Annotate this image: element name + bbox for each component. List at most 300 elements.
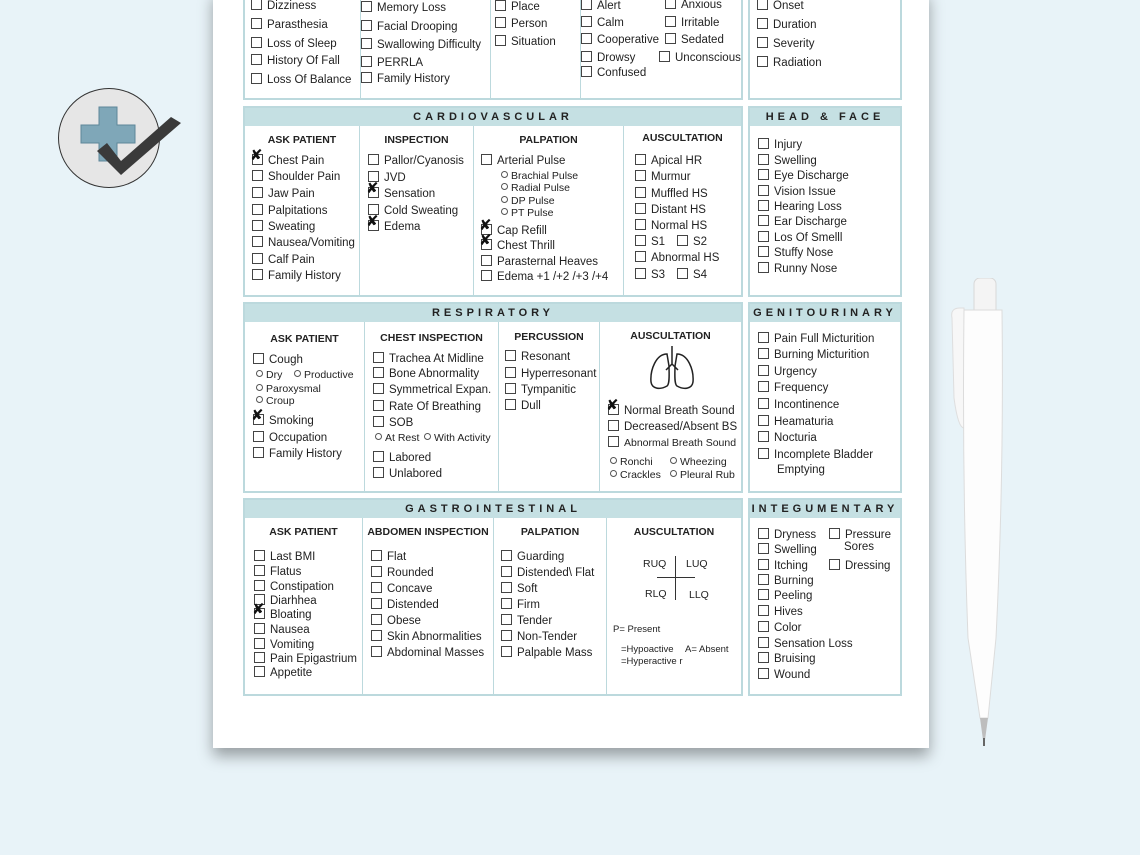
checkbox[interactable]	[254, 652, 265, 663]
checkbox[interactable]	[251, 37, 262, 48]
check-item[interactable]: Stuffy Nose	[758, 246, 833, 260]
check-item[interactable]: Swallowing Difficulty	[361, 38, 481, 52]
checkbox[interactable]	[677, 235, 688, 246]
checkbox[interactable]	[371, 630, 382, 641]
section-title: GENITOURINARY	[750, 304, 900, 322]
check-item[interactable]: Swelling	[758, 154, 817, 168]
checkbox[interactable]	[581, 51, 592, 62]
check-item[interactable]: Loss of Sleep	[251, 37, 337, 51]
checkbox[interactable]	[581, 33, 592, 44]
check-item[interactable]: Family History	[253, 447, 342, 461]
radio-item[interactable]: PT Pulse	[501, 207, 553, 219]
checkbox[interactable]	[361, 56, 372, 67]
checkbox[interactable]	[254, 638, 265, 649]
check-item[interactable]: Injury	[758, 138, 802, 152]
check-item[interactable]: Muffled HS	[635, 187, 708, 201]
checkbox[interactable]	[758, 528, 769, 539]
checkbox[interactable]	[758, 574, 769, 585]
checkbox[interactable]	[758, 381, 769, 392]
check-item[interactable]: Person	[495, 17, 547, 31]
column-header: ASK PATIENT	[267, 134, 337, 146]
gastro-palpation-col	[494, 518, 607, 694]
radio-item[interactable]: DP Pulse	[501, 195, 555, 207]
check-item[interactable]: Memory Loss	[361, 1, 446, 15]
checkbox[interactable]	[581, 66, 592, 77]
check-item[interactable]: Dizziness	[251, 0, 316, 13]
check-item[interactable]: Place	[495, 0, 540, 14]
radio-item[interactable]: At Rest	[375, 432, 419, 444]
check-item[interactable]: PERRLA	[361, 56, 423, 70]
checkbox-checked[interactable]	[252, 154, 263, 165]
checkbox[interactable]	[758, 215, 769, 226]
item-continuation: Emptying	[777, 464, 825, 476]
check-item[interactable]: ✘Smoking	[253, 414, 314, 428]
check-item[interactable]: Swelling	[758, 543, 817, 557]
head-face-section	[748, 106, 902, 297]
section-title: RESPIRATORY	[245, 304, 741, 322]
checkbox[interactable]	[757, 56, 768, 67]
checkbox[interactable]	[361, 20, 372, 31]
check-item[interactable]: Los Of Smelll	[758, 231, 842, 245]
checkbox[interactable]	[501, 614, 512, 625]
check-item[interactable]: Decreased/Absent BS	[608, 420, 737, 434]
check-item[interactable]: ✘Chest Thrill	[481, 239, 555, 253]
check-item[interactable]: Rounded	[371, 566, 434, 580]
checkbox[interactable]	[254, 565, 265, 576]
checkbox[interactable]	[758, 605, 769, 616]
check-item[interactable]: Hives	[758, 605, 803, 619]
checkbox[interactable]	[373, 467, 384, 478]
checkbox[interactable]	[757, 18, 768, 29]
checkbox[interactable]	[758, 559, 769, 570]
checkbox[interactable]	[758, 348, 769, 359]
radio[interactable]	[256, 396, 263, 403]
check-item[interactable]: Shoulder Pain	[252, 170, 340, 184]
check-item[interactable]: Eye Discharge	[758, 169, 849, 183]
check-item[interactable]: Peeling	[758, 589, 812, 603]
checkbox[interactable]	[252, 236, 263, 247]
radio-item[interactable]: Radial Pulse	[501, 182, 570, 194]
radio[interactable]	[670, 457, 677, 464]
checkbox[interactable]	[758, 246, 769, 257]
checkbox[interactable]	[581, 0, 592, 10]
check-item[interactable]: Abnormal Breath Sound	[608, 436, 736, 450]
checkbox[interactable]	[635, 235, 646, 246]
check-item[interactable]: Trachea At Midline	[373, 352, 484, 366]
checkbox[interactable]	[758, 621, 769, 632]
radio[interactable]	[610, 457, 617, 464]
check-item[interactable]: Tympanitic	[505, 383, 576, 397]
legend-hypoactive: =Hypoactive	[621, 644, 674, 655]
check-item[interactable]: Unconscious	[659, 51, 741, 65]
checkbox[interactable]	[368, 154, 379, 165]
checkbox[interactable]	[252, 269, 263, 280]
check-item[interactable]: Palpable Mass	[501, 646, 592, 660]
checkbox[interactable]	[505, 399, 516, 410]
checkbox[interactable]	[758, 448, 769, 459]
check-item[interactable]: Onset	[757, 0, 804, 13]
radio-item[interactable]: Pleural Rub	[670, 469, 735, 481]
check-item[interactable]: Abnormal HS	[635, 251, 719, 265]
checkbox[interactable]	[252, 204, 263, 215]
check-item[interactable]: Vomiting	[254, 638, 314, 652]
neuro-col-3	[491, 0, 581, 98]
checkbox[interactable]	[758, 169, 769, 180]
radio[interactable]	[501, 171, 508, 178]
check-item[interactable]: Burning	[758, 574, 814, 588]
checkbox[interactable]	[829, 559, 840, 570]
check-item[interactable]: Facial Drooping	[361, 20, 458, 34]
checkbox[interactable]	[758, 415, 769, 426]
check-item[interactable]: Sensation Loss	[758, 637, 853, 651]
check-item[interactable]: S1	[635, 235, 665, 249]
check-item[interactable]: Tender	[501, 614, 552, 628]
checkbox[interactable]	[758, 543, 769, 554]
checkbox[interactable]	[758, 637, 769, 648]
checkbox[interactable]	[371, 614, 382, 625]
check-item[interactable]: Situation	[495, 35, 556, 49]
cardiovascular-section	[243, 106, 743, 297]
check-item[interactable]: Rate Of Breathing	[373, 400, 481, 414]
check-item[interactable]: S4	[677, 268, 707, 282]
neuro-col-4	[581, 0, 745, 98]
checkbox[interactable]	[665, 16, 676, 27]
checkbox-checked[interactable]	[254, 608, 265, 619]
check-item[interactable]: Frequency	[758, 381, 828, 395]
checkbox[interactable]	[635, 251, 646, 262]
checkbox[interactable]	[251, 73, 262, 84]
column-header: CHEST INSPECTION	[380, 332, 483, 344]
check-item[interactable]: Bone Abnormality	[373, 367, 479, 381]
radio[interactable]	[501, 183, 508, 190]
checkbox[interactable]	[757, 0, 768, 10]
pain-box	[748, 0, 902, 100]
check-item[interactable]: Skin Abnormalities	[371, 630, 482, 644]
check-item[interactable]: Palpitations	[252, 204, 327, 218]
check-item[interactable]: Pain Epigastrium	[254, 652, 357, 666]
checkbox[interactable]	[758, 332, 769, 343]
checkbox[interactable]	[501, 582, 512, 593]
checkbox[interactable]	[635, 219, 646, 230]
checkbox[interactable]	[501, 646, 512, 657]
check-item[interactable]: Wound	[758, 668, 810, 682]
checkbox-checked[interactable]	[608, 404, 619, 415]
column-header: ASK PATIENT	[269, 526, 338, 538]
check-item[interactable]: Apical HR	[635, 154, 702, 168]
checkbox[interactable]	[635, 170, 646, 181]
column-header: ABDOMEN INSPECTION	[367, 526, 489, 538]
check-item[interactable]: Nausea/Vomiting	[252, 236, 355, 250]
checkbox[interactable]	[252, 170, 263, 181]
radio-item[interactable]: Ronchi	[610, 456, 653, 468]
checkbox[interactable]	[677, 268, 688, 279]
check-item[interactable]: Normal HS	[635, 219, 707, 233]
checkbox[interactable]	[635, 203, 646, 214]
check-item[interactable]: History Of Fall	[251, 54, 340, 68]
check-item[interactable]: Drowsy	[581, 51, 635, 65]
checkbox[interactable]	[501, 630, 512, 641]
check-item[interactable]: Abdominal Masses	[371, 646, 484, 660]
checkbox[interactable]	[373, 400, 384, 411]
radio-item[interactable]: Brachial Pulse	[501, 170, 578, 182]
checkbox[interactable]	[505, 383, 516, 394]
check-item[interactable]: Hyperresonant	[505, 367, 596, 381]
checkbox[interactable]	[371, 550, 382, 561]
checkbox[interactable]	[758, 365, 769, 376]
radio[interactable]	[256, 370, 263, 377]
checkbox[interactable]	[505, 350, 516, 361]
checkbox[interactable]	[505, 367, 516, 378]
lungs-icon	[648, 344, 696, 397]
checkbox[interactable]	[361, 1, 372, 12]
check-item[interactable]: Cold Sweating	[368, 204, 458, 218]
checkbox[interactable]	[635, 154, 646, 165]
check-item[interactable]: Radiation	[757, 56, 822, 70]
checkbox[interactable]	[254, 550, 265, 561]
radio-item[interactable]: Paroxysmal	[256, 383, 321, 395]
check-item[interactable]: Pain Full Micturition	[758, 332, 874, 346]
check-item[interactable]: Constipation	[254, 580, 334, 594]
radio-item[interactable]: Wheezing	[670, 456, 727, 468]
check-item[interactable]: Family History	[252, 269, 341, 283]
check-item[interactable]: Arterial Pulse	[481, 154, 565, 168]
check-item[interactable]: ✘Cap Refill	[481, 224, 547, 238]
check-item[interactable]: Nocturia	[758, 431, 817, 445]
check-item[interactable]: Loss Of Balance	[251, 73, 351, 87]
checkbox[interactable]	[495, 0, 506, 11]
check-item[interactable]: Duration	[757, 18, 816, 32]
section-title: INTEGUMENTARY	[750, 500, 900, 518]
check-item[interactable]: Diarhhea	[254, 594, 317, 608]
checkbox[interactable]	[758, 668, 769, 679]
checkbox[interactable]	[373, 383, 384, 394]
checkbox[interactable]	[252, 253, 263, 264]
checkbox[interactable]	[481, 154, 492, 165]
check-item[interactable]: SOB	[373, 416, 413, 430]
checkbox[interactable]	[253, 447, 264, 458]
checkbox[interactable]	[254, 580, 265, 591]
checkbox[interactable]	[371, 646, 382, 657]
check-item[interactable]: Resonant	[505, 350, 570, 364]
radio[interactable]	[501, 196, 508, 203]
check-item[interactable]: Color	[758, 621, 801, 635]
legend-absent: A= Absent	[685, 644, 729, 655]
check-item[interactable]: Calf Pain	[252, 253, 315, 267]
check-item[interactable]: Incomplete Bladder	[758, 448, 873, 462]
checkbox-checked[interactable]	[253, 414, 264, 425]
checkbox[interactable]	[373, 451, 384, 462]
checkbox[interactable]	[361, 38, 372, 49]
check-item[interactable]: JVD	[368, 171, 406, 185]
check-item[interactable]: ✘Edema	[368, 220, 420, 234]
check-item[interactable]: Urgency	[758, 365, 817, 379]
check-item[interactable]: Anxious	[665, 0, 722, 12]
genitourinary-section	[748, 302, 902, 493]
radio-item[interactable]: Dry	[256, 369, 282, 381]
check-item[interactable]: ✘Bloating	[254, 608, 312, 622]
check-item[interactable]: Severity	[757, 37, 815, 51]
check-item[interactable]: Bruising	[758, 652, 816, 666]
check-item[interactable]: Murmur	[635, 170, 691, 184]
check-item[interactable]: Obese	[371, 614, 421, 628]
radio[interactable]	[256, 384, 263, 391]
check-item[interactable]: ✘Sensation	[368, 187, 435, 201]
check-item[interactable]: Symmetrical Expan.	[373, 383, 491, 397]
checkbox[interactable]	[481, 270, 492, 281]
checkbox[interactable]	[635, 187, 646, 198]
check-item[interactable]: Nausea	[254, 623, 310, 637]
checkbox[interactable]	[608, 436, 619, 447]
check-item[interactable]: Itching	[758, 559, 808, 573]
checkbox[interactable]	[758, 185, 769, 196]
check-item[interactable]: Cooperative	[581, 33, 659, 47]
checkbox[interactable]	[361, 72, 372, 83]
check-item[interactable]: Hearing Loss	[758, 200, 842, 214]
checkbox-checked[interactable]	[481, 239, 492, 250]
checkbox[interactable]	[501, 550, 512, 561]
checkbox[interactable]	[371, 566, 382, 577]
checkbox[interactable]	[758, 398, 769, 409]
check-item[interactable]: Distant HS	[635, 203, 706, 217]
legend-hyperactive: =Hyperactive r	[621, 656, 683, 667]
check-item[interactable]: Cough	[253, 353, 303, 367]
checkbox[interactable]	[758, 138, 769, 149]
check-item[interactable]: Firm	[501, 598, 540, 612]
check-item[interactable]: Parasternal Heaves	[481, 255, 598, 269]
check-item[interactable]: Irritable	[665, 16, 719, 30]
check-item[interactable]: Pressure	[829, 528, 891, 542]
check-item[interactable]: Alert	[581, 0, 621, 13]
checkbox[interactable]	[495, 17, 506, 28]
legend-present: P= Present	[613, 624, 661, 635]
column-header: PALPATION	[519, 134, 578, 146]
check-item[interactable]: ✘Normal Breath Sound	[608, 404, 735, 418]
checkbox[interactable]	[252, 187, 263, 198]
checkbox[interactable]	[373, 416, 384, 427]
checkbox[interactable]	[659, 51, 670, 62]
radio[interactable]	[670, 470, 677, 477]
radio-item[interactable]: Productive	[294, 369, 354, 381]
checkbox[interactable]	[251, 0, 262, 10]
checkbox[interactable]	[371, 582, 382, 593]
check-item[interactable]: Unlabored	[373, 467, 442, 481]
check-item[interactable]: S2	[677, 235, 707, 249]
check-item[interactable]: Distended	[371, 598, 439, 612]
check-item[interactable]: Calm	[581, 16, 624, 30]
radio[interactable]	[610, 470, 617, 477]
radio-item[interactable]: Crackles	[610, 469, 661, 481]
check-item[interactable]: Burning Micturition	[758, 348, 869, 362]
check-item[interactable]: Ear Discharge	[758, 215, 847, 229]
checkbox[interactable]	[371, 598, 382, 609]
gastrointestinal-section	[243, 498, 743, 696]
check-item[interactable]: Dull	[505, 399, 541, 413]
check-item[interactable]: Incontinence	[758, 398, 839, 412]
checkbox[interactable]	[758, 589, 769, 600]
check-item[interactable]: Soft	[501, 582, 537, 596]
checkbox[interactable]	[758, 431, 769, 442]
checkbox[interactable]	[501, 598, 512, 609]
checkbox-checked[interactable]	[368, 187, 379, 198]
checkbox[interactable]	[253, 353, 264, 364]
checkbox[interactable]	[373, 352, 384, 363]
checkbox[interactable]	[635, 268, 646, 279]
check-item[interactable]: ✘Chest Pain	[252, 154, 324, 168]
column-header: PERCUSSION	[514, 331, 584, 343]
radio[interactable]	[424, 433, 431, 440]
check-item[interactable]: Guarding	[501, 550, 564, 564]
check-item[interactable]: Edema +1 /+2 /+3 /+4	[481, 270, 608, 284]
checkbox[interactable]	[252, 220, 263, 231]
check-item[interactable]: S3	[635, 268, 665, 282]
check-item[interactable]: Appetite	[254, 666, 312, 680]
checkbox[interactable]	[608, 420, 619, 431]
checkbox[interactable]	[251, 54, 262, 65]
check-item[interactable]: Distended\ Flat	[501, 566, 594, 580]
checkbox[interactable]	[373, 367, 384, 378]
check-item[interactable]: Labored	[373, 451, 431, 465]
check-item[interactable]: Concave	[371, 582, 432, 596]
check-item[interactable]: Flatus	[254, 565, 301, 579]
check-item[interactable]: Dressing	[829, 559, 890, 573]
checkbox[interactable]	[251, 18, 262, 29]
neuro-col-1	[245, 0, 361, 98]
checkbox[interactable]	[757, 37, 768, 48]
gastro-ask-col	[245, 518, 363, 694]
radio[interactable]	[375, 433, 382, 440]
check-item[interactable]: Heamaturia	[758, 415, 833, 429]
section-title: CARDIOVASCULAR	[245, 108, 741, 126]
radio[interactable]	[294, 370, 301, 377]
check-item[interactable]: Confused	[581, 66, 646, 80]
check-item[interactable]: Family History	[361, 72, 450, 86]
check-item[interactable]: Non-Tender	[501, 630, 577, 644]
check-item[interactable]: Jaw Pain	[252, 187, 315, 201]
section-title: GASTROINTESTINAL	[245, 500, 741, 518]
check-item[interactable]: Pallor/Cyanosis	[368, 154, 464, 168]
checkbox-checked[interactable]	[368, 220, 379, 231]
checkbox[interactable]	[758, 231, 769, 242]
check-item[interactable]: Flat	[371, 550, 406, 564]
checkbox[interactable]	[254, 666, 265, 677]
checkbox[interactable]	[254, 623, 265, 634]
checkbox[interactable]	[581, 16, 592, 27]
cardio-palpation-col	[474, 126, 624, 295]
radio-item[interactable]: With Activity	[424, 432, 491, 444]
checkbox[interactable]	[501, 566, 512, 577]
checkbox[interactable]	[665, 33, 676, 44]
checkbox[interactable]	[495, 35, 506, 46]
check-item[interactable]: Vision Issue	[758, 185, 836, 199]
checkbox[interactable]	[829, 528, 840, 539]
checkbox[interactable]	[481, 255, 492, 266]
check-item[interactable]: Sedated	[665, 33, 724, 47]
checkbox[interactable]	[758, 652, 769, 663]
checkbox[interactable]	[253, 431, 264, 442]
check-item[interactable]: Sweating	[252, 220, 315, 234]
check-item[interactable]: Last BMI	[254, 550, 315, 564]
check-item[interactable]: Parasthesia	[251, 18, 328, 32]
checkbox[interactable]	[758, 262, 769, 273]
checkbox[interactable]	[758, 154, 769, 165]
check-item[interactable]: Occupation	[253, 431, 327, 445]
check-item[interactable]: Runny Nose	[758, 262, 837, 276]
checkbox[interactable]	[665, 0, 676, 9]
checkbox[interactable]	[758, 200, 769, 211]
check-item[interactable]: Dryness	[758, 528, 816, 542]
radio[interactable]	[501, 208, 508, 215]
radio-item[interactable]: Croup	[256, 395, 295, 407]
